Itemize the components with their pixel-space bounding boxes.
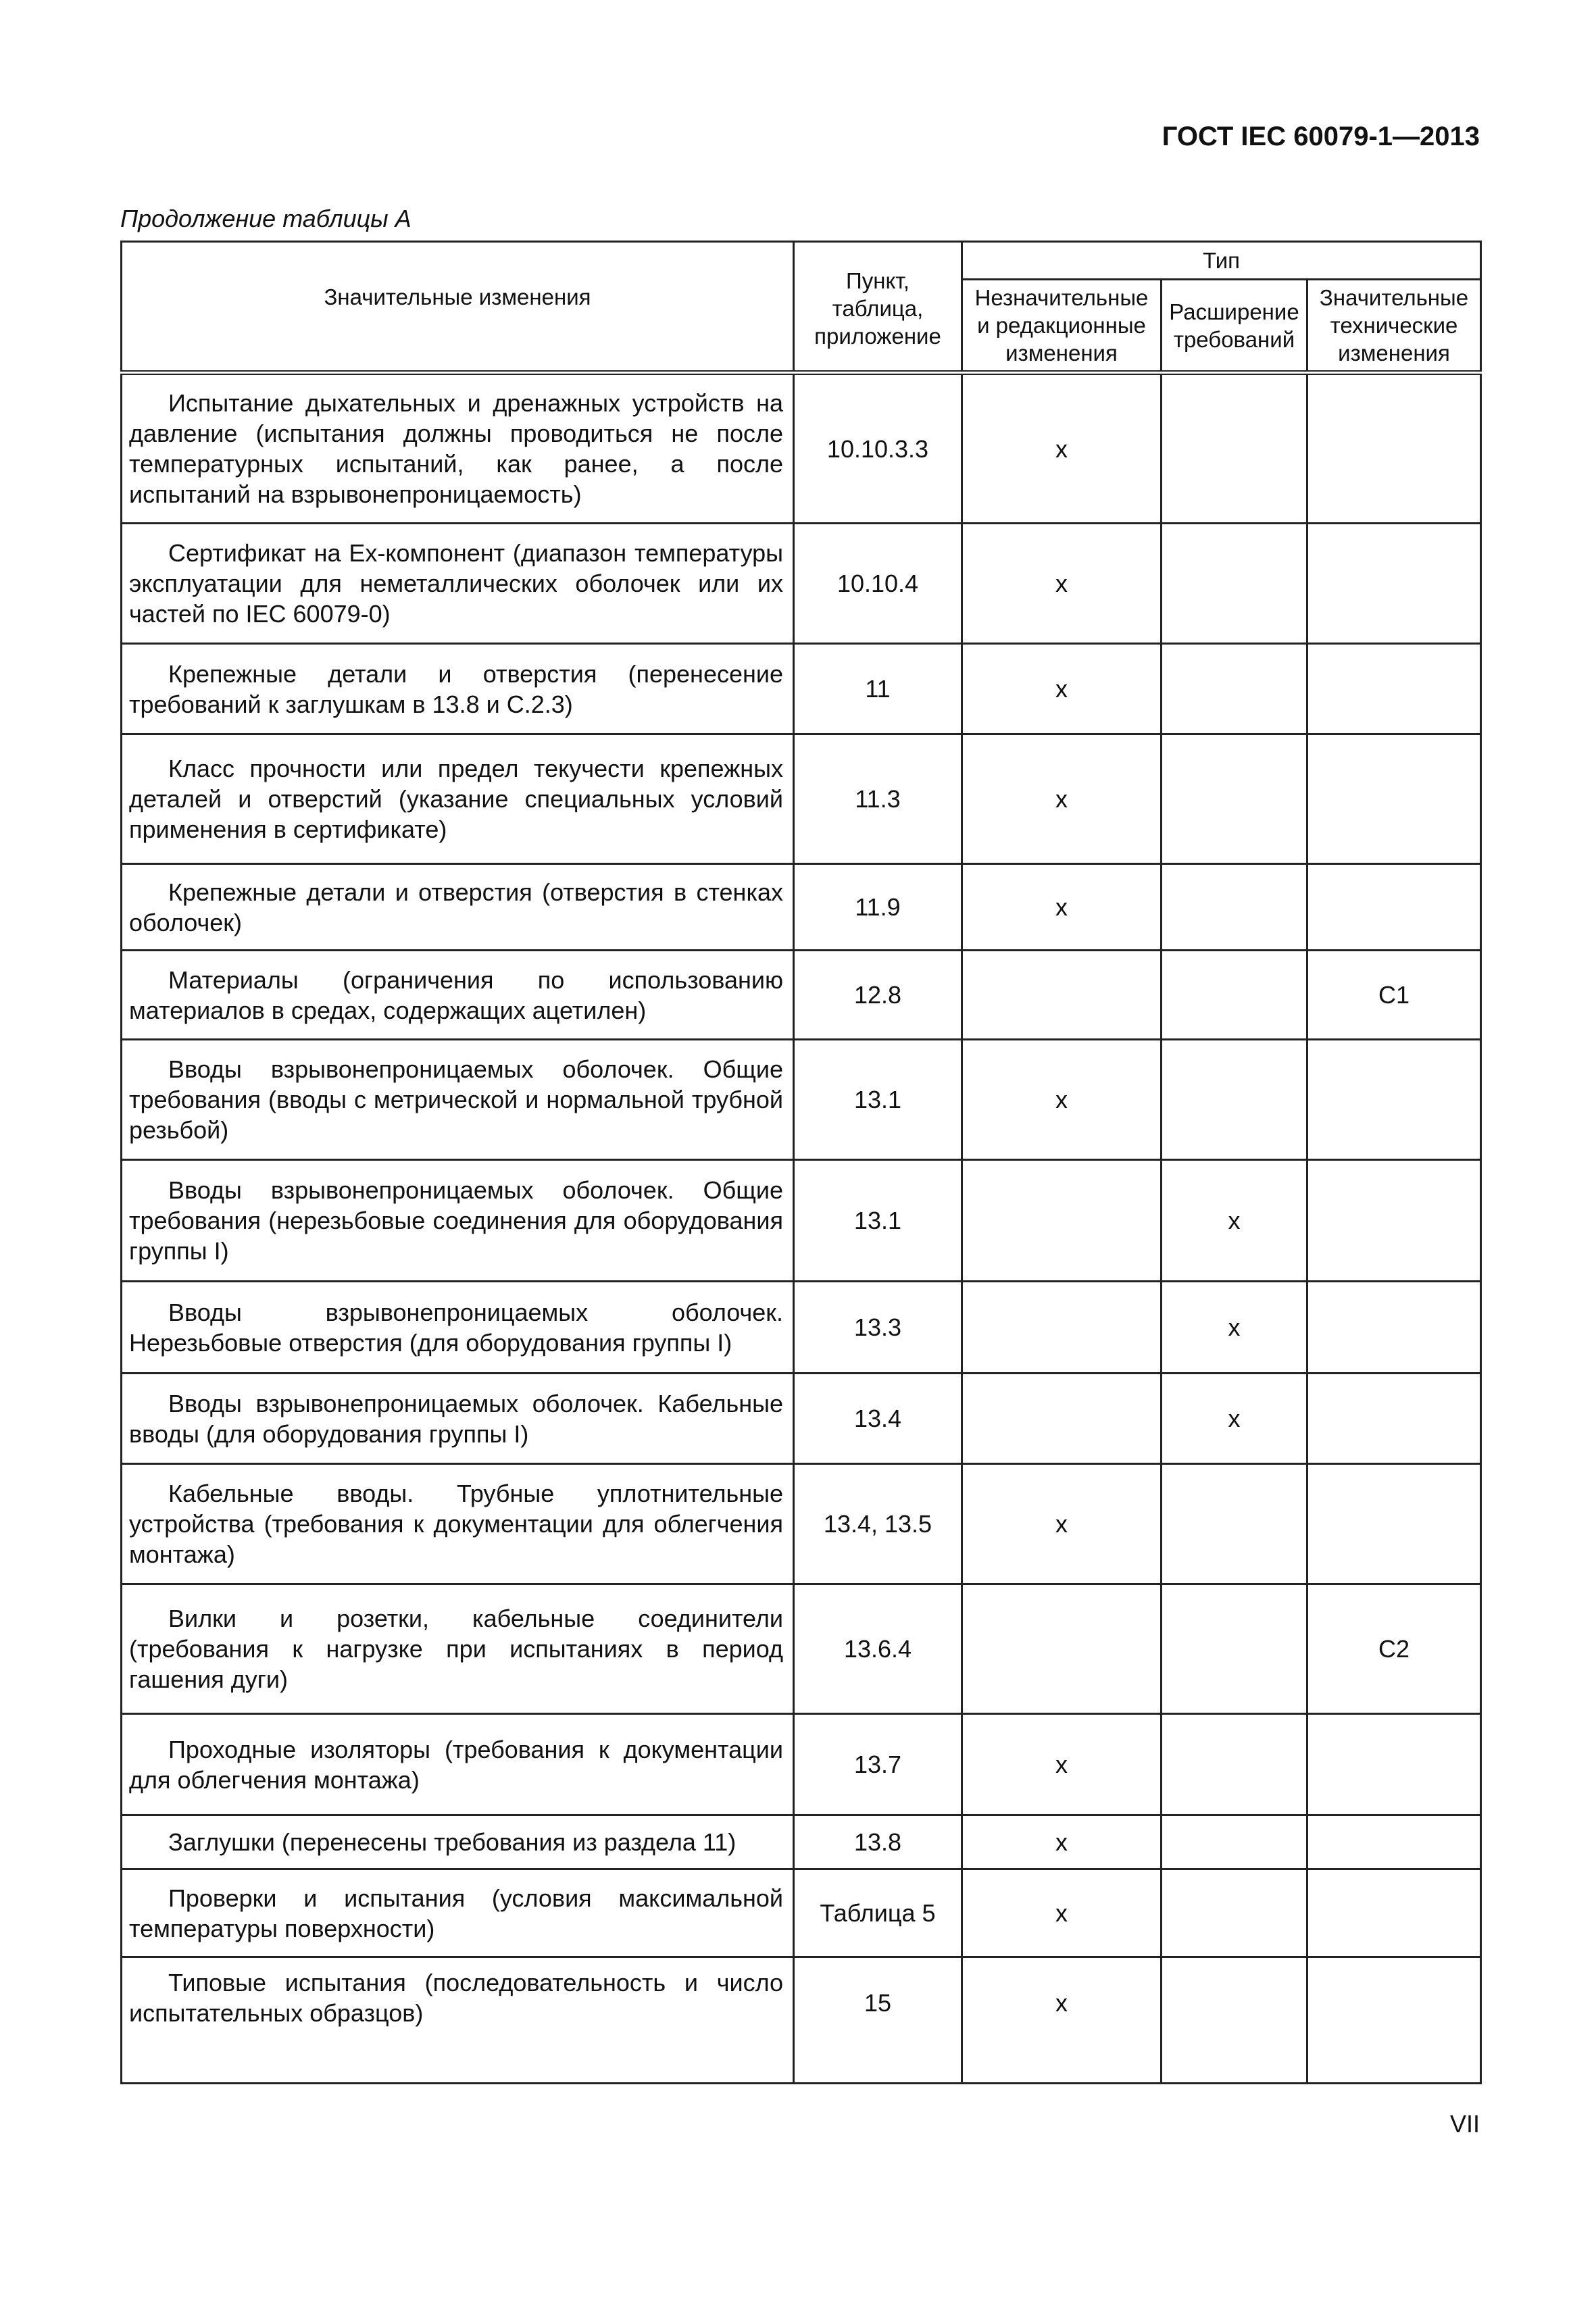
row-description: Вводы взрывонепроницаемых оболочек. Общие требования (нерезьбовые соединения для оборудования группы I) xyxy=(122,1160,794,1282)
row-extension-mark xyxy=(1162,864,1307,951)
row-major-mark xyxy=(1307,1957,1481,2084)
row-extension-mark xyxy=(1162,734,1307,864)
row-extension-mark xyxy=(1162,1464,1307,1584)
row-extension-mark xyxy=(1162,1714,1307,1815)
header-extension: Расширение требований xyxy=(1162,280,1307,373)
table-row xyxy=(122,1957,1481,2084)
row-description: Материалы (ограничения по использованию материалов в средах, содержащих ацетилен) xyxy=(122,951,794,1040)
row-description: Заглушки (перенесены требования из раздела 11) xyxy=(122,1815,794,1869)
row-extension-mark xyxy=(1162,524,1307,644)
row-reference: 13.8 xyxy=(794,1815,962,1869)
row-minor-mark xyxy=(962,1374,1162,1464)
table-row xyxy=(122,1869,1481,1957)
row-extension-mark: x xyxy=(1162,1160,1307,1282)
row-minor-mark: x xyxy=(962,1957,1162,2084)
row-minor-mark: x xyxy=(962,1464,1162,1584)
row-minor-mark: x xyxy=(962,1714,1162,1815)
row-reference: 13.4, 13.5 xyxy=(794,1464,962,1584)
table-row xyxy=(122,1160,1481,1282)
changes-table xyxy=(120,241,1482,2084)
row-major-mark xyxy=(1307,1714,1481,1815)
row-reference: 11 xyxy=(794,644,962,734)
row-reference: 11.9 xyxy=(794,864,962,951)
row-major-mark xyxy=(1307,1374,1481,1464)
row-minor-mark: x xyxy=(962,1869,1162,1957)
row-major-mark xyxy=(1307,1040,1481,1160)
row-description: Вилки и розетки, кабельные соединители (требования к нагрузке при испытаниях в период гашения дуги) xyxy=(122,1584,794,1714)
row-extension-mark xyxy=(1162,644,1307,734)
row-minor-mark xyxy=(962,951,1162,1040)
row-extension-mark xyxy=(1162,1957,1307,2084)
header-type: Тип xyxy=(962,242,1481,280)
table-row xyxy=(122,373,1481,524)
row-extension-mark xyxy=(1162,1040,1307,1160)
row-extension-mark: x xyxy=(1162,1374,1307,1464)
row-major-mark xyxy=(1307,1815,1481,1869)
row-major-mark xyxy=(1307,864,1481,951)
table-row xyxy=(122,1714,1481,1815)
table-row xyxy=(122,1282,1481,1374)
header-reference: Пункт, таблица, приложение xyxy=(794,242,962,373)
row-major-mark xyxy=(1307,373,1481,524)
row-major-mark xyxy=(1307,644,1481,734)
table-row xyxy=(122,1584,1481,1714)
row-reference: 13.4 xyxy=(794,1374,962,1464)
table-row xyxy=(122,644,1481,734)
header-minor: Незначительные и редакционные изменения xyxy=(962,280,1162,373)
row-extension-mark xyxy=(1162,1815,1307,1869)
table-row xyxy=(122,951,1481,1040)
row-reference: 13.6.4 xyxy=(794,1584,962,1714)
row-extension-mark xyxy=(1162,951,1307,1040)
document-header: ГОСТ IEC 60079-1—2013 xyxy=(1162,122,1480,151)
header-major: Значительные технические изменения xyxy=(1307,280,1481,373)
row-description: Кабельные вводы. Трубные уплотнительные устройства (требования к документации для облегчения монтажа) xyxy=(122,1464,794,1584)
row-minor-mark: x xyxy=(962,524,1162,644)
row-reference: 13.1 xyxy=(794,1160,962,1282)
row-minor-mark xyxy=(962,1282,1162,1374)
row-major-mark xyxy=(1307,1160,1481,1282)
header-changes: Значительные изменения xyxy=(122,242,794,373)
row-minor-mark: x xyxy=(962,1815,1162,1869)
row-major-mark: C2 xyxy=(1307,1584,1481,1714)
page-number: VII xyxy=(1449,2110,1480,2138)
table-row xyxy=(122,734,1481,864)
row-major-mark xyxy=(1307,1869,1481,1957)
table-row xyxy=(122,1464,1481,1584)
row-extension-mark xyxy=(1162,1584,1307,1714)
row-description: Вводы взрывонепроницаемых оболочек. Кабельные вводы (для оборудования группы I) xyxy=(122,1374,794,1464)
row-reference: 13.7 xyxy=(794,1714,962,1815)
row-minor-mark xyxy=(962,1584,1162,1714)
row-reference: 15 xyxy=(794,1957,962,2084)
row-description: Класс прочности или предел текучести крепежных деталей и отверстий (указание специальных условий применения в сертификате) xyxy=(122,734,794,864)
row-major-mark xyxy=(1307,1464,1481,1584)
row-reference: 10.10.4 xyxy=(794,524,962,644)
row-minor-mark: x xyxy=(962,373,1162,524)
row-reference: Таблица 5 xyxy=(794,1869,962,1957)
row-description: Крепежные детали и отверстия (перенесение требований к заглушкам в 13.8 и С.2.3) xyxy=(122,644,794,734)
row-description: Типовые испытания (последовательность и число испытательных образцов) xyxy=(122,1957,794,2084)
row-major-mark xyxy=(1307,1282,1481,1374)
row-extension-mark xyxy=(1162,373,1307,524)
row-major-mark xyxy=(1307,734,1481,864)
table-row xyxy=(122,864,1481,951)
table-row xyxy=(122,1040,1481,1160)
row-minor-mark: x xyxy=(962,734,1162,864)
row-reference: 13.3 xyxy=(794,1282,962,1374)
row-reference: 11.3 xyxy=(794,734,962,864)
row-description: Вводы взрывонепроницаемых оболочек. Общие требования (вводы с метрической и нормальной трубной резьбой) xyxy=(122,1040,794,1160)
row-major-mark xyxy=(1307,524,1481,644)
row-minor-mark: x xyxy=(962,644,1162,734)
table-caption: Продолжение таблицы А xyxy=(120,205,412,232)
row-description: Крепежные детали и отверстия (отверстия в стенках оболочек) xyxy=(122,864,794,951)
table-body xyxy=(122,373,1481,2084)
row-description: Сертификат на Ex-компонент (диапазон температуры эксплуатации для неметаллических оболочек или их частей по IEC 60079-0) xyxy=(122,524,794,644)
row-major-mark: C1 xyxy=(1307,951,1481,1040)
row-minor-mark: x xyxy=(962,1040,1162,1160)
row-reference: 12.8 xyxy=(794,951,962,1040)
row-reference: 10.10.3.3 xyxy=(794,373,962,524)
row-description: Проходные изоляторы (требования к документации для облегчения монтажа) xyxy=(122,1714,794,1815)
row-description: Проверки и испытания (условия максимальной температуры поверхности) xyxy=(122,1869,794,1957)
row-reference: 13.1 xyxy=(794,1040,962,1160)
row-minor-mark: x xyxy=(962,864,1162,951)
row-description: Испытание дыхательных и дренажных устройств на давление (испытания должны проводиться не после температурных испытаний, как ранее, а после испытаний на взрывонепроницаемость) xyxy=(122,373,794,524)
row-extension-mark: x xyxy=(1162,1282,1307,1374)
table-row xyxy=(122,524,1481,644)
row-minor-mark xyxy=(962,1160,1162,1282)
table-row xyxy=(122,1815,1481,1869)
row-extension-mark xyxy=(1162,1869,1307,1957)
table-row xyxy=(122,1374,1481,1464)
row-description: Вводы взрывонепроницаемых оболочек. Нерезьбовые отверстия (для оборудования группы I) xyxy=(122,1282,794,1374)
